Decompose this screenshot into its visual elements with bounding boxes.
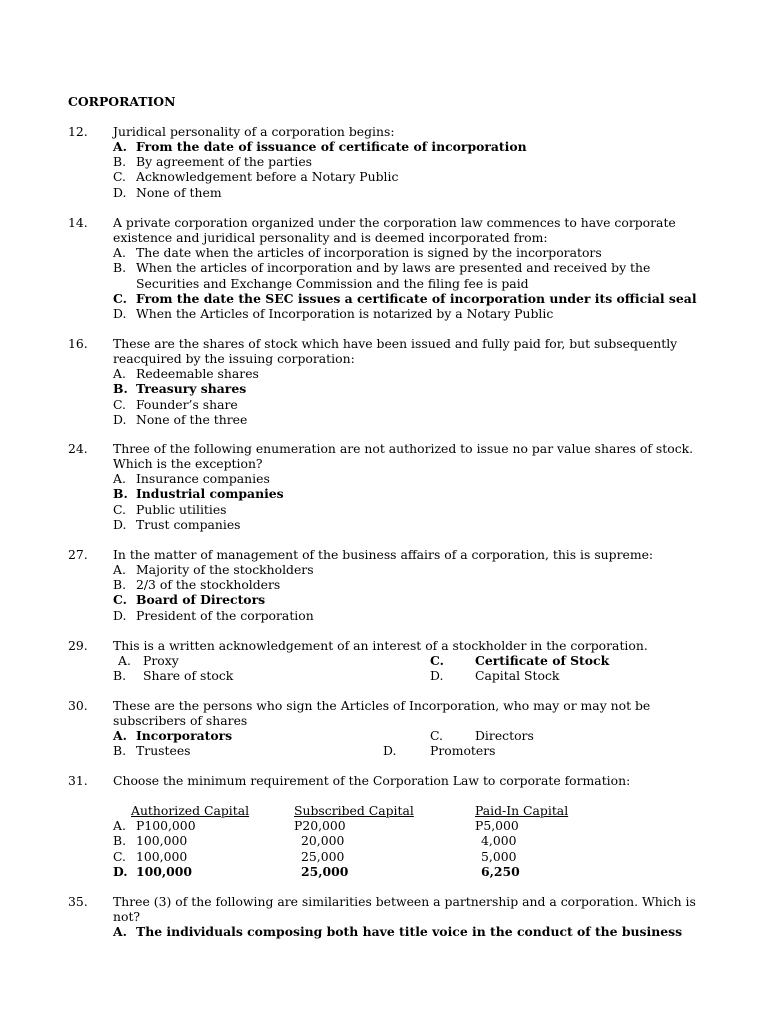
option-letter: B. [113, 668, 127, 684]
option-letter: B. [113, 381, 128, 397]
row-letter: D. [113, 863, 128, 879]
option-text: Proxy [143, 653, 179, 669]
authorized-cell: 100,000 [136, 833, 188, 849]
subscribed-cell: 25,000 [301, 863, 349, 879]
question-35 [68, 894, 708, 939]
question-stem: A private corporation organized under the corporation law commences to have corporate existence and juridical personality and is deemed incorporated from: [113, 215, 676, 246]
option-text: Incorporators [136, 728, 233, 744]
option-text: Public utilities [136, 501, 227, 517]
authorized-cell: 100,000 [136, 848, 188, 864]
option-d [113, 517, 708, 532]
option-d [113, 608, 708, 623]
option-d [113, 185, 708, 200]
question-31 [68, 773, 708, 879]
option-text: Acknowledgement before a Notary Public [136, 169, 399, 185]
paid-cell: 6,250 [481, 863, 520, 879]
column-header: Subscribed Capital [294, 803, 414, 819]
option-text: Trustees [136, 743, 191, 759]
option-c [113, 291, 708, 306]
option-text: From the date of issuance of certificate of incorporation [136, 139, 527, 155]
question-30 [68, 698, 708, 759]
option-a [113, 245, 708, 260]
option-letter: A. [113, 924, 127, 940]
option-d [113, 306, 708, 321]
question-number: 16. [68, 336, 88, 351]
authorized-cell: P100,000 [136, 818, 196, 834]
option-b [113, 577, 708, 592]
question-14 [68, 215, 708, 321]
option-letter: D. [430, 668, 444, 684]
option-a [113, 562, 708, 577]
question-16 [68, 336, 708, 427]
row-letter: B. [113, 833, 127, 849]
paid-cell: 5,000 [481, 848, 517, 864]
option-row [113, 743, 708, 758]
option-text: When the Articles of Incorporation is notarized by a Notary Public [136, 305, 554, 321]
option-c [113, 592, 708, 607]
column-header: Authorized Capital [131, 803, 250, 819]
row-letter: A. [113, 818, 126, 834]
question-12 [68, 124, 708, 200]
option-text: President of the corporation [136, 607, 314, 623]
option-letter: A. [113, 728, 127, 744]
subscribed-cell: P20,000 [294, 818, 346, 834]
option-text: The individuals composing both have title voice in the conduct of the business [136, 924, 683, 940]
option-text: None of the three [136, 411, 248, 427]
option-row [113, 728, 708, 743]
column-header: Paid-In Capital [475, 803, 569, 819]
paid-cell: 4,000 [481, 833, 517, 849]
option-letter: A. [113, 471, 126, 487]
option-text: Certificate of Stock [475, 653, 610, 669]
authorized-cell: 100,000 [136, 863, 193, 879]
option-letter: A. [118, 653, 131, 669]
question-stem: In the matter of management of the business affairs of a corporation, this is supreme: [113, 547, 654, 562]
option-b [113, 381, 708, 396]
option-text: Majority of the stockholders [136, 562, 314, 578]
option-letter: D. [113, 184, 127, 200]
capital-table [113, 803, 708, 879]
question-stem: Choose the minimum requirement of the Corporation Law to corporate formation: [113, 773, 631, 788]
option-letter: C. [113, 592, 127, 608]
question-stem: These are the persons who sign the Articles of Incorporation, who may or may not be subscribers of shares [113, 698, 651, 729]
question-number: 31. [68, 773, 88, 788]
table-row [113, 849, 708, 864]
option-letter: A. [113, 245, 126, 261]
option-letter: C. [113, 169, 126, 185]
table-header-row [113, 803, 708, 818]
row-letter: C. [113, 848, 126, 864]
option-letter: C. [430, 653, 444, 669]
question-number: 12. [68, 124, 88, 139]
option-letter: C. [113, 290, 127, 306]
option-text: Trust companies [136, 516, 241, 532]
option-a [113, 471, 708, 486]
option-text: Board of Directors [136, 592, 266, 608]
question-stem: Three (3) of the following are similarities between a partnership and a corporation. Which is not? [113, 894, 696, 925]
option-text: Redeemable shares [136, 366, 259, 382]
option-text: When the articles of incorporation and by laws are presented and received by the Securities and Exchange Commission and the filing fee is paid [136, 260, 651, 291]
question-stem: These are the shares of stock which have been issued and fully paid for, but subsequently reacquired by the issuing corporation: [113, 336, 678, 367]
question-number: 29. [68, 638, 88, 653]
question-number: 30. [68, 698, 88, 713]
option-text: The date when the articles of incorporation is signed by the incorporators [136, 245, 602, 261]
option-letter: D. [113, 411, 127, 427]
option-d [113, 412, 708, 427]
option-text: Directors [475, 728, 534, 744]
option-letter: B. [113, 154, 127, 170]
question-number: 24. [68, 441, 88, 456]
option-text: Share of stock [143, 668, 234, 684]
option-b [113, 260, 708, 290]
option-letter: D. [383, 743, 397, 759]
question-29 [68, 638, 708, 683]
option-c [113, 502, 708, 517]
option-letter: C. [430, 728, 443, 744]
table-row [113, 818, 708, 833]
option-a [113, 366, 708, 381]
question-27 [68, 547, 708, 623]
option-letter: D. [113, 607, 127, 623]
option-text: Industrial companies [136, 486, 284, 502]
page-title: CORPORATION [68, 94, 176, 109]
subscribed-cell: 20,000 [301, 833, 345, 849]
option-c [113, 397, 708, 412]
option-a [113, 139, 708, 154]
question-number: 27. [68, 547, 88, 562]
question-number: 14. [68, 215, 88, 230]
option-text: By agreement of the parties [136, 154, 313, 170]
option-letter: A. [113, 562, 126, 578]
paid-cell: P5,000 [475, 818, 519, 834]
option-letter: B. [113, 577, 127, 593]
option-text: Promoters [430, 743, 496, 759]
option-text: None of them [136, 184, 222, 200]
question-number: 35. [68, 894, 88, 909]
option-b [113, 154, 708, 169]
option-letter: B. [113, 260, 127, 276]
table-row [113, 833, 708, 848]
option-letter: B. [113, 743, 127, 759]
question-stem: Juridical personality of a corporation begins: [113, 124, 395, 139]
question-stem: This is a written acknowledgement of an interest of a stockholder in the corporation. [113, 638, 648, 653]
option-text: From the date the SEC issues a certificate of incorporation under its official seal [136, 290, 697, 306]
question-24 [68, 441, 708, 532]
option-letter: B. [113, 486, 128, 502]
option-text: Treasury shares [136, 381, 247, 397]
question-stem: Three of the following enumeration are not authorized to issue no par value shares of stock. Which is the exception? [113, 441, 694, 472]
subscribed-cell: 25,000 [301, 848, 345, 864]
option-a [113, 924, 708, 939]
option-text: Capital Stock [475, 668, 560, 684]
option-row [113, 653, 708, 668]
option-text: Insurance companies [136, 471, 270, 487]
option-c [113, 169, 708, 184]
option-letter: D. [113, 516, 127, 532]
option-letter: C. [113, 501, 126, 517]
option-letter: A. [113, 366, 126, 382]
option-text: 2/3 of the stockholders [136, 577, 281, 593]
option-letter: A. [113, 139, 127, 155]
option-letter: D. [113, 305, 127, 321]
option-b [113, 486, 708, 501]
option-row [113, 668, 708, 683]
option-text: Founder’s share [136, 396, 238, 412]
table-row [113, 864, 708, 879]
option-letter: C. [113, 396, 126, 412]
